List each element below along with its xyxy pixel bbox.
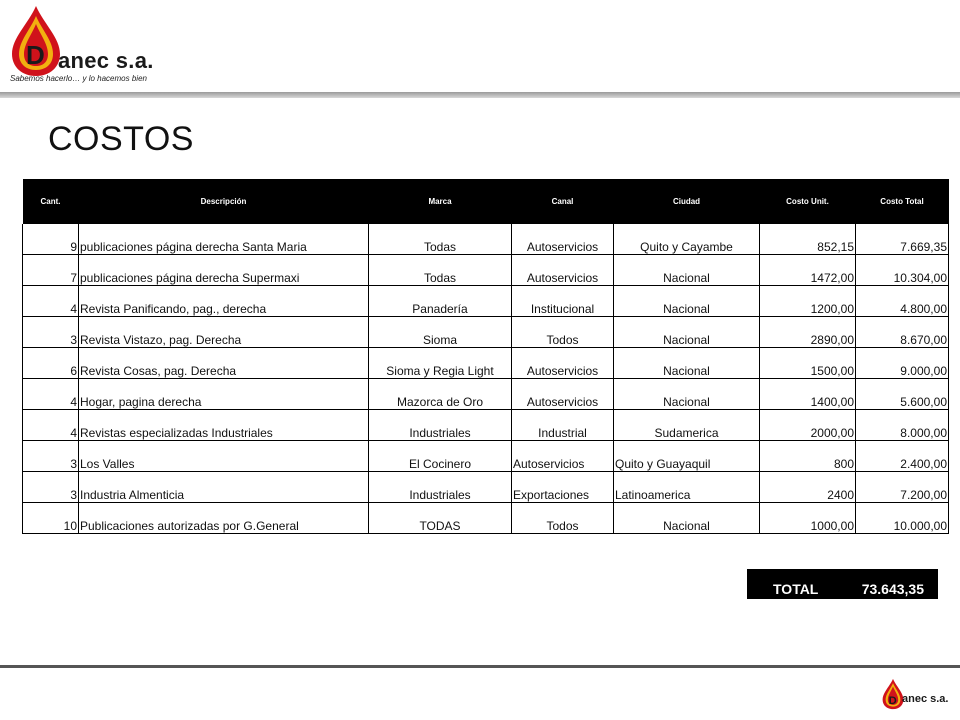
logo-letter: D — [26, 40, 45, 70]
cell-costo-total: 2.400,00 — [856, 441, 949, 472]
cell-canal: Exportaciones — [512, 472, 614, 503]
cell-marca: El Cocinero — [369, 441, 512, 472]
cell-descripcion: Publicaciones autorizadas por G.General — [79, 503, 369, 534]
company-logo-top — [6, 4, 176, 86]
cell-cant: 4 — [23, 379, 79, 410]
cell-costo-total: 5.600,00 — [856, 379, 949, 410]
cell-costo-total: 10.304,00 — [856, 255, 949, 286]
table-row — [23, 410, 949, 441]
company-logo-bottom — [880, 674, 960, 718]
cell-ciudad: Nacional — [614, 379, 760, 410]
cell-costo-total: 7.669,35 — [856, 224, 949, 255]
cell-marca: Industriales — [369, 410, 512, 441]
cell-costo-unit: 1500,00 — [760, 348, 856, 379]
table-row — [23, 286, 949, 317]
cell-descripcion: Revista Panificando, pag., derecha — [79, 286, 369, 317]
cell-costo-unit: 852,15 — [760, 224, 856, 255]
cost-table — [22, 179, 949, 534]
cell-descripcion: Los Valles — [79, 441, 369, 472]
cell-costo-unit: 1000,00 — [760, 503, 856, 534]
cell-cant: 3 — [23, 317, 79, 348]
cell-cant: 6 — [23, 348, 79, 379]
cell-canal: Institucional — [512, 286, 614, 317]
brand-tagline: Sabemos hacerlo… y lo hacemos bien — [10, 74, 147, 83]
cell-canal: Todos — [512, 317, 614, 348]
cell-marca: Todas — [369, 224, 512, 255]
cell-ciudad: Nacional — [614, 255, 760, 286]
cell-descripcion: Industria Almenticia — [79, 472, 369, 503]
cell-cant: 7 — [23, 255, 79, 286]
cell-canal: Industrial — [512, 410, 614, 441]
cell-cant: 4 — [23, 410, 79, 441]
cell-costo-total: 8.670,00 — [856, 317, 949, 348]
cell-ciudad: Nacional — [614, 348, 760, 379]
table-row — [23, 224, 949, 255]
cell-costo-unit: 800 — [760, 441, 856, 472]
cell-costo-total: 8.000,00 — [856, 410, 949, 441]
cell-descripcion: Hogar, pagina derecha — [79, 379, 369, 410]
cell-costo-unit: 1400,00 — [760, 379, 856, 410]
cell-costo-total: 4.800,00 — [856, 286, 949, 317]
cell-canal: Autoservicios — [512, 224, 614, 255]
cell-costo-total: 7.200,00 — [856, 472, 949, 503]
cell-costo-unit: 2890,00 — [760, 317, 856, 348]
cell-costo-total: 9.000,00 — [856, 348, 949, 379]
cell-cant: 4 — [23, 286, 79, 317]
cell-descripcion: Revista Cosas, pag. Derecha — [79, 348, 369, 379]
cell-ciudad: Nacional — [614, 317, 760, 348]
cell-cant: 9 — [23, 224, 79, 255]
cell-costo-unit: 1200,00 — [760, 286, 856, 317]
drop-logo-icon — [6, 4, 66, 78]
cell-marca: Sioma — [369, 317, 512, 348]
footer-divider — [0, 665, 960, 668]
cell-cant: 3 — [23, 472, 79, 503]
total-box — [747, 569, 938, 599]
cell-marca: TODAS — [369, 503, 512, 534]
cell-ciudad: Latinoamerica — [614, 472, 760, 503]
cell-canal: Autoservicios — [512, 379, 614, 410]
table-row — [23, 348, 949, 379]
total-label: TOTAL — [773, 581, 819, 597]
cell-marca: Sioma y Regia Light — [369, 348, 512, 379]
logo-letter-small: D — [888, 694, 897, 707]
cell-marca: Todas — [369, 255, 512, 286]
total-value: 73.643,35 — [861, 581, 924, 597]
header-cant: Cant. — [23, 179, 79, 224]
table-row — [23, 379, 949, 410]
cell-ciudad: Quito y Guayaquil — [614, 441, 760, 472]
cell-descripcion: Revistas especializadas Industriales — [79, 410, 369, 441]
header-marca: Marca — [369, 179, 512, 224]
cell-canal: Autoservicios — [512, 348, 614, 379]
cell-ciudad: Nacional — [614, 286, 760, 317]
table-row — [23, 503, 949, 534]
cell-canal: Todos — [512, 503, 614, 534]
cell-marca: Mazorca de Oro — [369, 379, 512, 410]
cell-canal: Autoservicios — [512, 441, 614, 472]
cell-costo-unit: 1472,00 — [760, 255, 856, 286]
cell-canal: Autoservicios — [512, 255, 614, 286]
brand-name-small: anec s.a. — [902, 693, 949, 705]
header-divider — [0, 92, 960, 98]
header-costo-total: Costo Total — [856, 179, 949, 224]
page-title: COSTOS — [48, 120, 194, 158]
cell-descripcion: publicaciones página derecha Santa Maria — [79, 224, 369, 255]
cell-marca: Panadería — [369, 286, 512, 317]
cell-ciudad: Quito y Cayambe — [614, 224, 760, 255]
header-costo-unit: Costo Unit. — [760, 179, 856, 224]
table-row — [23, 441, 949, 472]
table-row — [23, 317, 949, 348]
table-row — [23, 472, 949, 503]
cell-marca: Industriales — [369, 472, 512, 503]
header-canal: Canal — [512, 179, 614, 224]
cell-descripcion: Revista Vistazo, pag. Derecha — [79, 317, 369, 348]
header-descripcion: Descripción — [79, 179, 369, 224]
cell-cant: 3 — [23, 441, 79, 472]
cell-costo-unit: 2000,00 — [760, 410, 856, 441]
header-ciudad: Ciudad — [614, 179, 760, 224]
cell-costo-total: 10.000,00 — [856, 503, 949, 534]
cell-costo-unit: 2400 — [760, 472, 856, 503]
table-row — [23, 255, 949, 286]
cell-ciudad: Nacional — [614, 503, 760, 534]
cell-cant: 10 — [23, 503, 79, 534]
table-header-row — [23, 179, 949, 224]
cell-ciudad: Sudamerica — [614, 410, 760, 441]
brand-name: anec s.a. — [58, 48, 154, 73]
cell-descripcion: publicaciones página derecha Supermaxi — [79, 255, 369, 286]
